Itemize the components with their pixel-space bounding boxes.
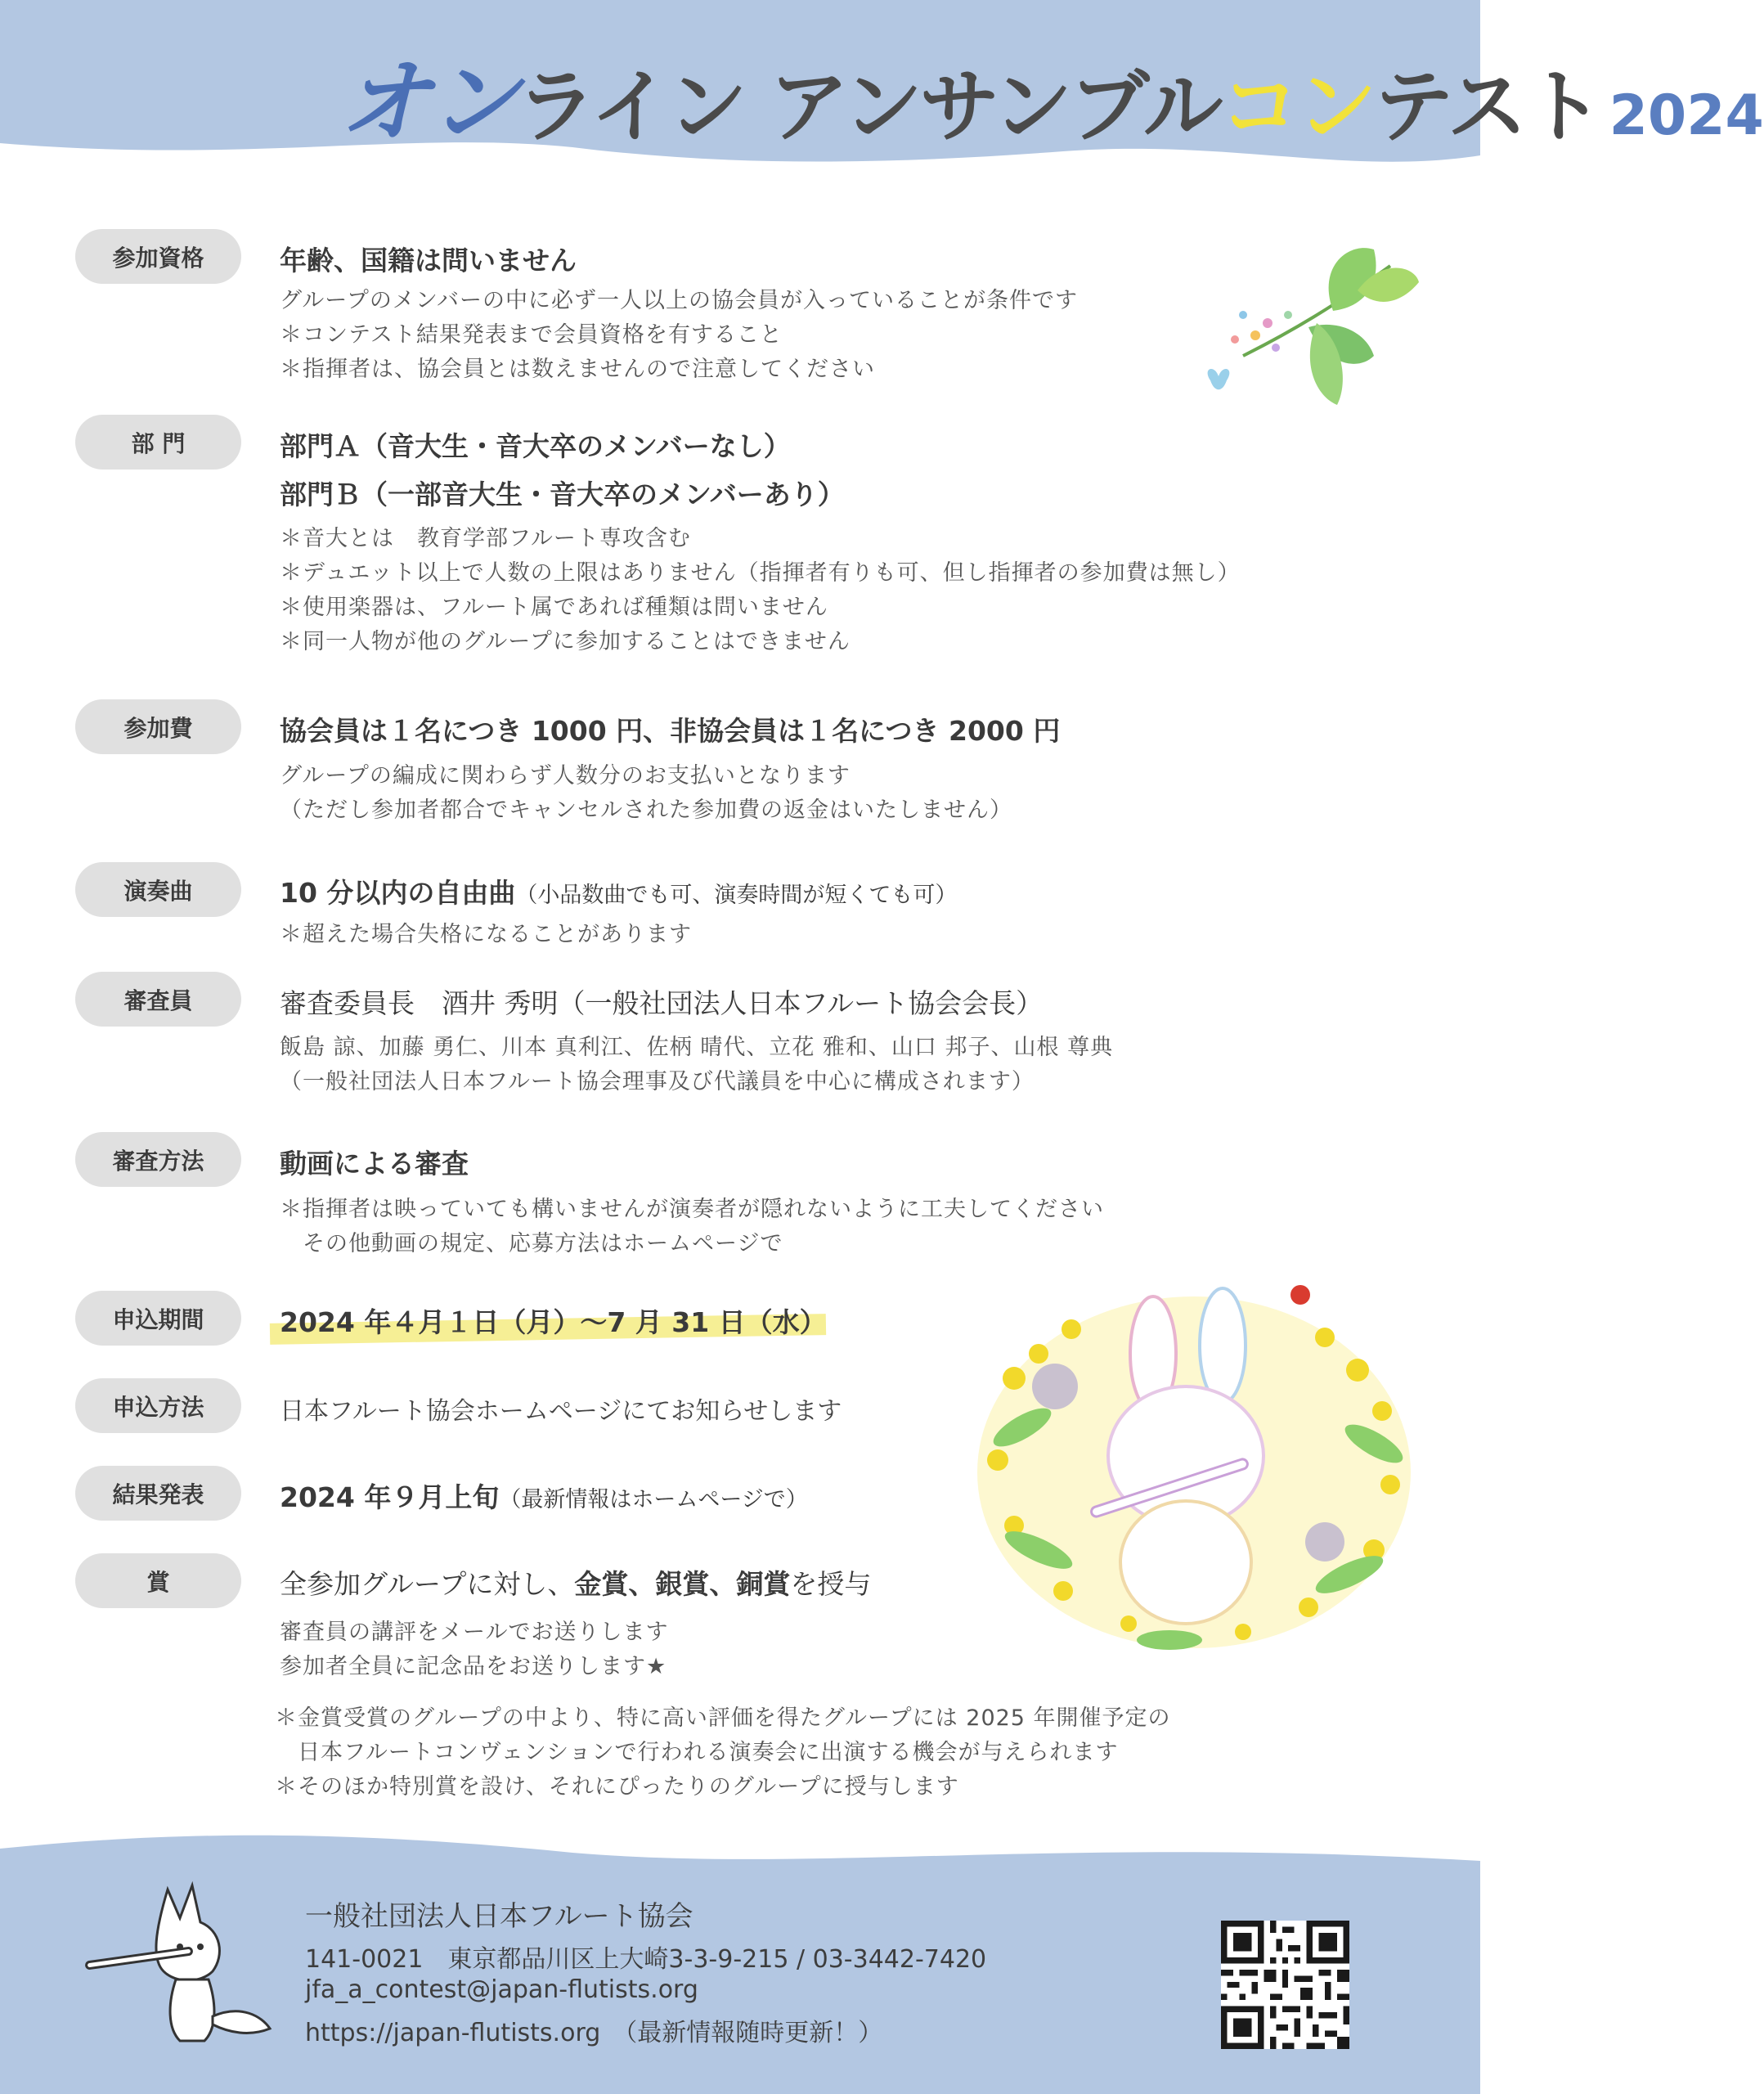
heading-method: 動画による審査: [280, 1148, 469, 1180]
heading-results-note: （最新情報はホームページで）: [499, 1487, 808, 1512]
title-part-3: コン: [1219, 61, 1374, 154]
leaf-icon: [1194, 233, 1423, 421]
fee-line: （ただし参加者都合でキャンセルされた参加費の返金はいたしません）: [280, 798, 1012, 823]
heading-award-bold: 金賞、銀賞、銅賞: [574, 1568, 791, 1600]
footer-email[interactable]: jfa_a_contest@japan-flutists.org: [305, 1975, 698, 2004]
heading-piece-note: （小品数曲でも可、演奏時間が短くても可）: [515, 883, 958, 908]
heading-eligibility: 年齢、国籍は問いません: [280, 245, 577, 276]
footer-address: 141-0021 東京都品川区上大崎3-3-9-215 / 03-3442-7420: [305, 1945, 987, 1974]
eligibility-lines: [280, 284, 1078, 387]
heading-results: [280, 1476, 808, 1515]
eligibility-line: グループのメンバーの中に必ず一人以上の協会員が入っていることが条件です: [280, 288, 1078, 313]
footer-url[interactable]: https://japan-flutists.org （最新情報随時更新！）: [305, 2019, 883, 2047]
heading-division-b: 部門Ｂ（一部音大生・音大卒のメンバーあり）: [280, 479, 845, 510]
label-eligibility: 参加資格: [75, 229, 241, 284]
eligibility-line: ＊コンテスト結果発表まで会員資格を有すること: [280, 322, 783, 348]
judges-line: 飯島 諒、加藤 勇仁、川本 真利江、佐柄 晴代、立花 雅和、山口 邦子、山根 尊典: [280, 1035, 1114, 1060]
label-results: 結果発表: [75, 1466, 241, 1521]
heading-judges: 審査委員長 酒井 秀明（一般社団法人日本フルート協会会長）: [280, 987, 1044, 1019]
heading-award: [280, 1563, 871, 1602]
eligibility-line: ＊指揮者は、協会員とは数えませんので注意してください: [280, 357, 875, 382]
apply-text: 日本フルート協会ホームページにてお知らせします: [280, 1397, 842, 1426]
method-lines: [280, 1193, 1104, 1261]
heading-award-post: を授与: [790, 1568, 872, 1600]
heading-piece: [280, 872, 957, 910]
award-notes: [275, 1701, 1171, 1804]
heading-period: 2024 年４月１日（月）～7 月 31 日（水）: [280, 1306, 827, 1338]
label-judges: 審査員: [75, 972, 241, 1027]
division-line: ＊音大とは 教育学部フルート専攻含む: [280, 526, 691, 551]
heading-piece-text: 10 分以内の自由曲: [280, 877, 516, 909]
qr-code-icon[interactable]: [1221, 1921, 1349, 2049]
award-note: ＊金賞受賞のグループの中より、特に高い評価を得たグループには 2025 年開催予定の: [275, 1705, 1171, 1731]
piece-line: ＊超えた場合失格になることがあります: [280, 922, 692, 947]
label-fee: 参加費: [75, 699, 241, 754]
award-lines: [280, 1615, 668, 1684]
bunny-flute-icon: [965, 1280, 1423, 1656]
label-period: 申込期間: [75, 1291, 241, 1346]
label-division: 部 門: [75, 415, 241, 470]
division-line: ＊デュエット以上で人数の上限はありません（指揮者有りも可、但し指揮者の参加費は無し）: [280, 560, 1241, 586]
award-line: 審査員の講評をメールでお送りします: [280, 1620, 669, 1645]
footer-org: 一般社団法人日本フルート協会: [305, 1900, 693, 1933]
heading-results-text: 2024 年９月上旬: [280, 1481, 500, 1513]
award-line: 参加者全員に記念品をお送りします★: [280, 1654, 667, 1679]
title-part-2: ライン アンサンブル: [516, 61, 1220, 154]
method-line: ＊指揮者は映っていても構いませんが演奏者が隠れないように工夫してください: [280, 1197, 1104, 1222]
title-part-1: オン: [339, 50, 516, 156]
method-line: その他動画の規定、応募方法はホームページで: [280, 1231, 783, 1256]
heading-fee: 協会員は１名につき 1000 円、非協会員は１名につき 2000 円: [280, 715, 1061, 747]
division-line: ＊同一人物が他のグループに参加することはできません: [280, 629, 851, 654]
heading-award-pre: 全参加グループに対し、: [280, 1568, 575, 1600]
division-lines: [280, 522, 1241, 659]
title-year: 2024: [1609, 83, 1764, 148]
page-title: [339, 50, 1764, 156]
fox-flute-icon: [78, 1873, 274, 2053]
label-apply: 申込方法: [75, 1378, 241, 1433]
judges-lines: [280, 1031, 1113, 1099]
title-part-4: テスト: [1373, 61, 1601, 154]
label-method: 審査方法: [75, 1132, 241, 1187]
division-line: ＊使用楽器は、フルート属であれば種類は問いません: [280, 595, 828, 620]
piece-lines: [280, 918, 692, 952]
label-award: 賞: [75, 1553, 241, 1608]
label-piece: 演奏曲: [75, 862, 241, 917]
heading-division-a: 部門Ａ（音大生・音大卒のメンバーなし）: [280, 430, 791, 462]
fee-line: グループの編成に関わらず人数分のお支払いとなります: [280, 763, 851, 789]
fee-lines: [280, 759, 1012, 828]
award-note: 日本フルートコンヴェンションで行われる演奏会に出演する機会が与えられます: [275, 1740, 1119, 1765]
award-note: ＊そのほか特別賞を設け、それにぴったりのグループに授与します: [275, 1774, 959, 1800]
judges-line: （一般社団法人日本フルート協会理事及び代議員を中心に構成されます）: [280, 1069, 1035, 1094]
